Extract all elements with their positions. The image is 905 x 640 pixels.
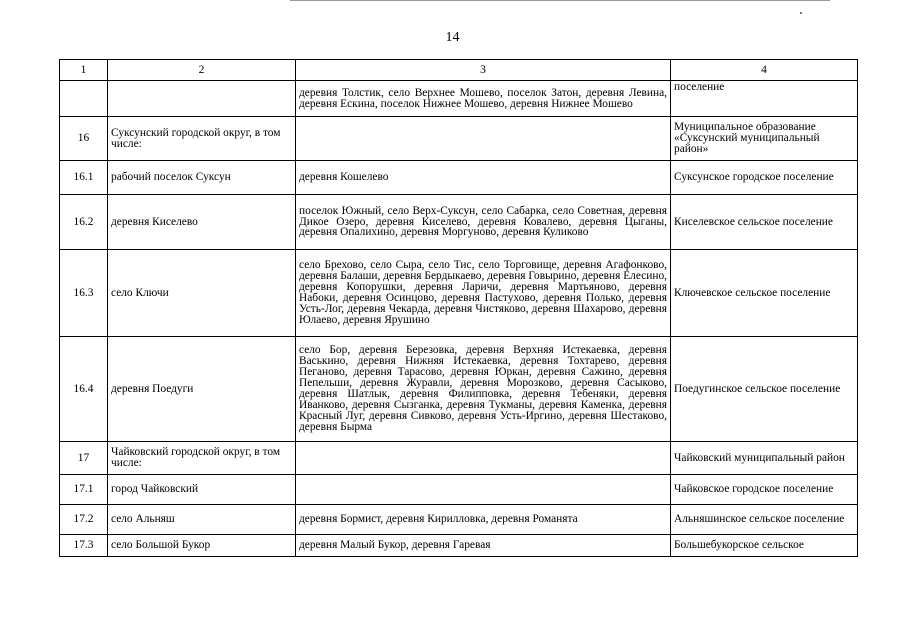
row-number: 16.2 (60, 195, 108, 250)
row-settlements (296, 475, 671, 505)
table-row (60, 195, 858, 250)
column-header-4: 4 (671, 60, 858, 81)
row-settlements: деревня Кошелево (296, 161, 671, 195)
row-name: рабочий поселок Суксун (108, 161, 296, 195)
table-row (60, 81, 858, 117)
row-municipality: Поедугинское сельское поселение (671, 337, 858, 442)
row-name: город Чайковский (108, 475, 296, 505)
row-number: 17 (60, 442, 108, 475)
table-row (60, 475, 858, 505)
table-row (60, 442, 858, 475)
page-number: 14 (445, 30, 460, 45)
row-settlements (296, 442, 671, 475)
row-municipality: Чайковский муниципальный район (671, 442, 858, 475)
row-name: деревня Киселево (108, 195, 296, 250)
row-number (60, 81, 108, 117)
row-number: 17.2 (60, 505, 108, 535)
row-municipality: Чайковское городское поселение (671, 475, 858, 505)
column-header-1: 1 (60, 60, 108, 81)
row-number: 16.3 (60, 250, 108, 337)
row-name: село Большой Букор (108, 535, 296, 557)
row-municipality: Альняшинское сельское поселение (671, 505, 858, 535)
table-row (60, 161, 858, 195)
column-header-2: 2 (108, 60, 296, 81)
table-row (60, 250, 858, 337)
row-name: село Альняш (108, 505, 296, 535)
row-municipality: Киселевское сельское поселение (671, 195, 858, 250)
row-municipality: Ключевское сельское поселение (671, 250, 858, 337)
row-number: 16 (60, 117, 108, 161)
row-name: Чайковский городской округ, в том числе: (108, 442, 296, 475)
row-settlements: село Бор, деревня Березовка, деревня Верхняя Истекаевка, деревня Васькино, деревня Нижняя Истекаевка, деревня Тохтарево, деревня Пеганово, деревня Тарасово, деревня Юркан, деревня Сажино, деревня Пепельши, деревня Журавли, деревня Морозково, деревня Сасыково, деревня Шатлык, деревня Филипповка, деревня Тебеняки, деревня Иванково, деревня Сызганка, деревня Тукманы, деревня Каменка, деревня Красный Луг, деревня Сивково, деревня Усть-Иргино, деревня Шестаково, деревня Бырма (296, 337, 671, 442)
row-municipality: Суксунское городское поселение (671, 161, 858, 195)
table-header-row (60, 60, 858, 81)
row-settlements: деревня Бормист, деревня Кирилловка, деревня Романята (296, 505, 671, 535)
row-settlements: деревня Толстик, село Верхнее Мошево, поселок Затон, деревня Левина, деревня Ескина, поселок Нижнее Мошево, деревня Нижнее Мошево (296, 81, 671, 117)
settlements-table (59, 59, 858, 557)
row-settlements: село Брехово, село Сыра, село Тис, село Торговище, деревня Агафонково, деревня Балаши, деревня Бердыкаево, деревня Говырино, деревня Елесино, деревня Копорушки, деревня Ларичи, деревня Мартьяново, деревня Набоки, деревня Осинцово, деревня Пастухово, деревня Полько, деревня Усть-Лог, деревня Чекарда, деревня Чистяково, деревня Шахарово, деревня Юлаево, деревня Ярушино (296, 250, 671, 337)
row-settlements: поселок Южный, село Верх-Суксун, село Сабарка, село Советная, деревня Дикое Озеро, деревня Киселево, деревня Ковалево, деревня Цыганы, деревня Опалихино, деревня Моргуново, деревня Куликово (296, 195, 671, 250)
row-number: 16.4 (60, 337, 108, 442)
row-name (108, 81, 296, 117)
row-name: село Ключи (108, 250, 296, 337)
column-header-3: 3 (296, 60, 671, 81)
table-row (60, 535, 858, 557)
row-name: Суксунский городской округ, в том числе: (108, 117, 296, 161)
scan-speck (800, 12, 802, 14)
table-row (60, 505, 858, 535)
row-settlements: деревня Малый Букор, деревня Гаревая (296, 535, 671, 557)
row-name: деревня Поедуги (108, 337, 296, 442)
table-row (60, 117, 858, 161)
row-municipality: поселение (671, 81, 858, 117)
row-settlements (296, 117, 671, 161)
row-municipality: Муниципальное образование «Суксунский муниципальный район» (671, 117, 858, 161)
row-municipality: Большебукорское сельское (671, 535, 858, 557)
row-number: 17.3 (60, 535, 108, 557)
table-row (60, 337, 858, 442)
row-number: 16.1 (60, 161, 108, 195)
top-scan-line (290, 0, 830, 1)
row-number: 17.1 (60, 475, 108, 505)
